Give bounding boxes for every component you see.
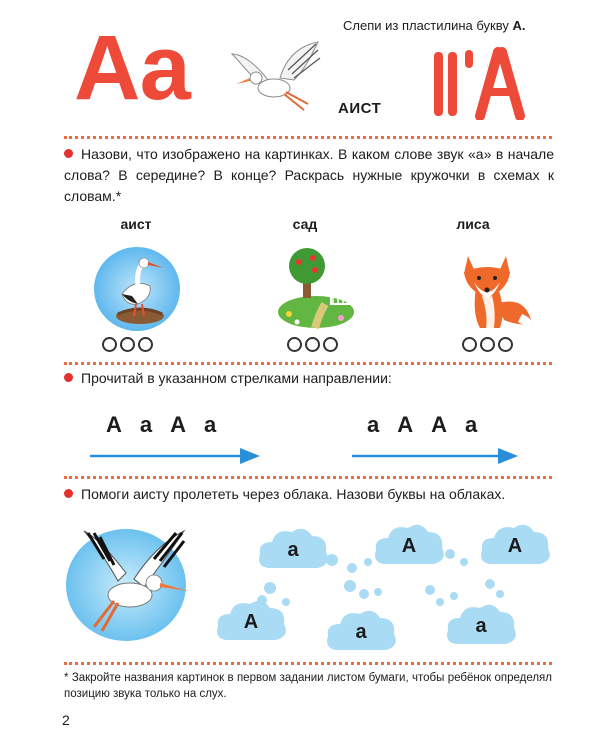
- task3-text: [64, 484, 554, 505]
- picture-word-stork: аист: [120, 216, 152, 232]
- word-stork: АИСТ: [338, 100, 382, 117]
- fox-icon: [446, 244, 536, 334]
- letter: а: [139, 412, 153, 437]
- task3-text-content: Помоги аисту пролететь через облака. Назови буквы на облаках.: [81, 486, 506, 502]
- sound-circle[interactable]: [120, 337, 135, 352]
- sound-scheme-stork[interactable]: [102, 337, 153, 352]
- sound-circle[interactable]: [287, 337, 302, 352]
- page-number: 2: [62, 712, 70, 728]
- header-instruction: [343, 18, 525, 33]
- letters-row-left: [106, 412, 216, 438]
- letter: А: [170, 412, 187, 437]
- letter: а: [204, 412, 217, 437]
- letter: а: [367, 412, 380, 437]
- letter: А: [431, 412, 448, 437]
- cloud-letter: а: [475, 614, 487, 637]
- flying-stork-icon: [228, 40, 324, 120]
- divider: [64, 136, 552, 139]
- bullet-icon: [64, 149, 73, 158]
- sound-circle[interactable]: [102, 337, 117, 352]
- sound-scheme-garden[interactable]: [287, 337, 338, 352]
- cloud-letter: А: [401, 534, 417, 557]
- picture-word-fox: лиса: [456, 216, 490, 232]
- divider: [64, 662, 552, 665]
- task1-text: [64, 144, 554, 207]
- task2-text-content: Прочитай в указанном стрелками направлении:: [81, 370, 392, 386]
- letter: А: [397, 412, 414, 437]
- letters-row-right: [367, 412, 477, 438]
- header-instruction-text: Слепи из пластилина букву: [343, 18, 509, 33]
- divider: [64, 476, 552, 479]
- plasticine-letter-a-icon: [432, 46, 542, 120]
- sound-circle[interactable]: [462, 337, 477, 352]
- cloud-letter: А: [243, 610, 259, 633]
- bullet-icon: [64, 489, 73, 498]
- task2-text: [64, 368, 554, 389]
- cloud-letter: а: [355, 620, 367, 643]
- cloud-trail-dots: [200, 520, 560, 660]
- letter: А: [106, 412, 122, 437]
- letter: а: [465, 412, 478, 437]
- sound-circle[interactable]: [480, 337, 495, 352]
- garden-icon: [271, 244, 361, 334]
- flying-stork-icon: [64, 521, 192, 643]
- arrow-right-icon: [352, 446, 520, 466]
- sound-scheme-fox[interactable]: [462, 337, 513, 352]
- task1-text-content: Назови, что изображено на картинках. В каком слове звук «а» в начале слова? В середине? В конце? Раскрась нужные кружочки в схемах к словам.*: [64, 146, 554, 204]
- sound-circle[interactable]: [498, 337, 513, 352]
- cloud-letter: А: [507, 534, 523, 557]
- arrow-right-icon: [90, 446, 262, 466]
- sound-circle[interactable]: [305, 337, 320, 352]
- picture-word-garden: сад: [292, 216, 318, 232]
- stork-in-nest-icon: [92, 244, 182, 334]
- divider: [64, 362, 552, 365]
- cloud-letter: а: [287, 538, 299, 561]
- header-instruction-letter: А.: [512, 18, 526, 33]
- footnote: * Закройте названия картинок в первом задании листом бумаги, чтобы ребёнок определял позицию звука только на слух.: [64, 672, 552, 700]
- sound-circle[interactable]: [323, 337, 338, 352]
- sound-circle[interactable]: [138, 337, 153, 352]
- big-letters: Аа: [74, 17, 189, 119]
- bullet-icon: [64, 373, 73, 382]
